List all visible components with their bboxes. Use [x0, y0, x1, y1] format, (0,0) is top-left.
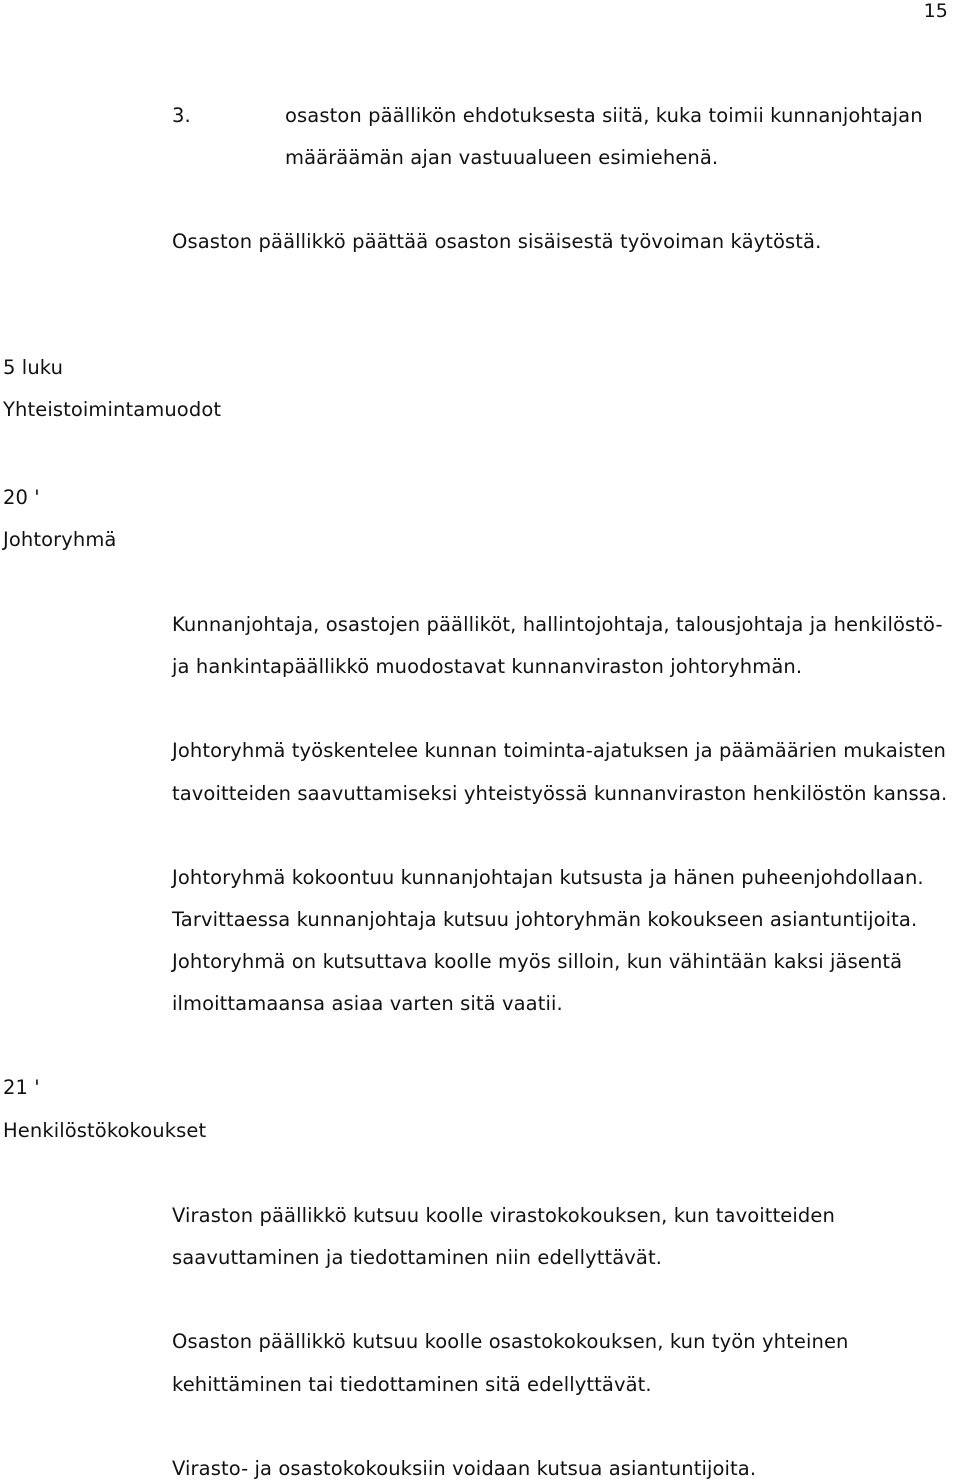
- paragraph-line: ilmoittamaansa asiaa varten sitä vaatii.: [172, 992, 563, 1015]
- paragraph-line: Kunnanjohtaja, osastojen päälliköt, hallintojohtaja, talousjohtaja ja henkilöstö-: [172, 613, 943, 636]
- chapter-title: Yhteistoimintamuodot: [3, 398, 222, 421]
- section-number: 20 ': [3, 486, 40, 509]
- paragraph-line: kehittäminen tai tiedottaminen sitä edellyttävät.: [172, 1373, 652, 1396]
- list-item-text-line: osaston päällikön ehdotuksesta siitä, kuka toimii kunnanjohtajan: [285, 104, 923, 127]
- paragraph-line: Osaston päällikkö kutsuu koolle osastokokouksen, kun työn yhteinen: [172, 1330, 849, 1353]
- paragraph-line: Tarvittaessa kunnanjohtaja kutsuu johtoryhmän kokoukseen asiantuntijoita.: [172, 908, 918, 931]
- chapter-number: 5 luku: [3, 356, 64, 379]
- paragraph-line: Johtoryhmä on kutsuttava koolle myös silloin, kun vähintään kaksi jäsentä: [172, 950, 903, 973]
- paragraph-line: saavuttaminen ja tiedottaminen niin edellyttävät.: [172, 1246, 663, 1269]
- section-number: 21 ': [3, 1076, 40, 1099]
- page-number: 15: [923, 0, 948, 22]
- list-item-number: 3.: [172, 104, 191, 127]
- paragraph-line: tavoitteiden saavuttamiseksi yhteistyössä kunnanviraston henkilöstön kanssa.: [172, 782, 948, 805]
- paragraph-text: Osaston päällikkö päättää osaston sisäisestä työvoiman käytöstä.: [172, 230, 822, 253]
- paragraph-line: Johtoryhmä kokoontuu kunnanjohtajan kutsusta ja hänen puheenjohdollaan.: [172, 866, 924, 889]
- list-item-text-line: määräämän ajan vastuualueen esimiehenä.: [285, 146, 719, 169]
- paragraph-line: Viraston päällikkö kutsuu koolle virastokokouksen, kun tavoitteiden: [172, 1204, 835, 1227]
- section-title: Henkilöstökokoukset: [3, 1119, 207, 1142]
- paragraph-line: Virasto- ja osastokokouksiin voidaan kutsua asiantuntijoita.: [172, 1457, 757, 1480]
- section-title: Johtoryhmä: [3, 528, 117, 551]
- paragraph-line: ja hankintapäällikkö muodostavat kunnanviraston johtoryhmän.: [172, 655, 803, 678]
- paragraph-line: Johtoryhmä työskentelee kunnan toiminta-ajatuksen ja päämäärien mukaisten: [172, 739, 947, 762]
